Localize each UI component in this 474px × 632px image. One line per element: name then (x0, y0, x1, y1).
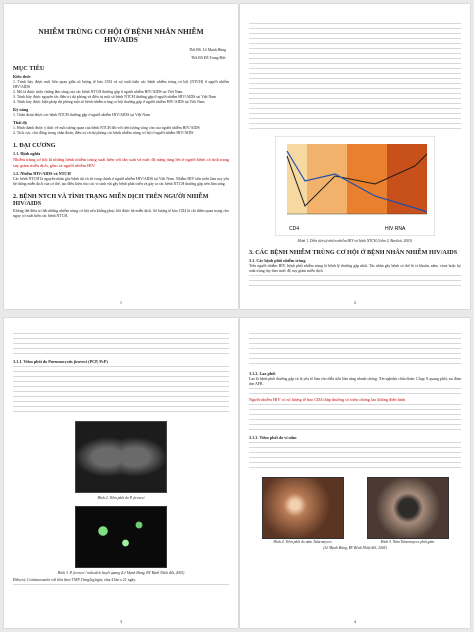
figure-2-caption: Hình 2. Viêm phổi do P. jiroveci (97, 496, 145, 500)
page-number: 4 (354, 619, 356, 624)
figure-4-caption: Hình 4. Viêm phổi do nấm Talaromyces (273, 539, 332, 544)
objective-item: 2. Mô tả được triệu chứng lâm sàng của các bệnh NTCH thường gặp ở người nhiễm HIV/AIDS tại Việt Nam (13, 89, 183, 94)
definition-text: Nhiễm trùng cơ hội là những bệnh nhiễm trùng xuất hiện với tần suất và mức độ nặng tăng lên ở người bệnh có tình trạng suy giảm miễn dịch, gồm cả người nhiễm HIV. (13, 157, 229, 168)
section-2-heading: 2. BỆNH NTCH VÀ TÌNH TRẠNG MIỄN DỊCH TRÊN NGƯỜI NHIỄM HIV/AIDS (13, 192, 209, 207)
section-3-1-heading: 3.1. Các bệnh phổi nhiễm trùng (249, 258, 306, 263)
hiv-cd4-chart-svg (275, 136, 435, 236)
page-number: 1 (120, 300, 122, 305)
section-2-text: Không thể điều trị hết những nhiễm trùng cơ hội nếu không phục hồi được hệ miễn dịch. Số lượng tế bào CD4 là chỉ điểm quan trọng cho nguy cơ xuất hiện các bệnh NTCH. (13, 208, 229, 218)
fungal-lung-image (367, 477, 449, 539)
page-number: 3 (120, 619, 122, 624)
section-1-1-heading: 1.1. Định nghĩa (13, 151, 41, 157)
tuberculosis-text: Lao là bệnh phổi thường gặp và là yếu tố làm cho diễn tiến lâm sàng nhanh chóng. Xét nghiệm chẩn đoán: Chụp X quang phổi, soi đàm tìm AFB. (249, 377, 461, 387)
figure-5-caption: Hình 5. Nấm Talaromyces phổi gián (380, 539, 435, 544)
page-3 (4, 318, 238, 628)
attitude-item: 2. Tích cực, chủ động trong chẩn đoán, điều trị và dự phòng các bệnh nhiễm trùng cơ hội ở người nhiễm HIV/AIDS (13, 131, 194, 136)
section-1-heading: 1. ĐẠI CƯƠNG (13, 142, 56, 150)
page-number: 2 (354, 300, 356, 305)
chest-xray-image (75, 421, 167, 493)
figure-3-caption: Hình 3. P. jiroveci / mẫu dịch huyết quang (Lê Mạnh Hùng, BV Bệnh Nhiệt đới, 2005) (57, 571, 185, 575)
objectives-heading: MỤC TIÊU (13, 64, 45, 72)
hiv-label: HIV RNA (385, 226, 406, 232)
section-1-2-heading: 1.2. Nhiễm HIV/AIDS và NTCH (13, 170, 71, 176)
section-1-2-text: Các bệnh NTCH là nguyên nhân gây bệnh tật và tử vong chính ở người nhiễm HIV/AIDS tại Việt Nam. Nhiễm HIV tiến triển làm suy yếu hệ thống miễn dịch của cơ thể, tạo điều kiện cho các vi sinh vật gây bệnh phát triển và gây ra các bệnh NTCH thường gặp trên lâm sàng. (13, 176, 229, 186)
treatment-text: Điều trị: Cotrimoxazole với liều theo TMP 15mg/kg/ngày chia 4 lần x 21 ngày. (13, 578, 137, 582)
knowledge-label: Kiến thức (13, 73, 31, 79)
cd4-label: CD4 (289, 226, 300, 232)
figure-1-caption: Hình 1. Diễn tiến tự nhiên nhiễm HIV và bệnh NTCH (John G Bartlett, 2003) (297, 239, 413, 243)
section-3-1-1-heading: 3.1.1. Viêm phổi do Pneumocystis jiroveci (PCP, PcP) (13, 359, 108, 364)
section-3-text: Trên người nhiễm HIV, bệnh phổi nhiễm trùng là bệnh lý thường gặp nhất. Tác nhân gây bệnh có thể là vi khuẩn, nấm, virus hoặc ký sinh trùng tùy theo mức độ suy giảm miễn dịch. (249, 264, 461, 274)
page-4 (240, 318, 470, 628)
chart-band (347, 144, 387, 214)
highlight-text: Người nhiễm HIV có số lượng tế bào CD4 thấp thường có triệu chứng lao không điển hình (249, 397, 406, 403)
document-title: NHIỄM TRÙNG CƠ HỘI Ở BỆNH NHÂN NHIỄM HIV/AIDS (38, 27, 204, 45)
objective-item: 3. Trình bày được nguyên tắc điều trị dự phòng và điều trị một số bệnh NTCH thường gặp ở người nhiễm HIV/AIDS tại Việt Nam (13, 94, 217, 99)
page-2 (240, 4, 470, 309)
author-2: ThS.BS Đỗ Trung Đức (191, 55, 226, 60)
chart-band (387, 144, 427, 214)
section-3-1-2-heading: 3.1.2. Lao phổi (249, 371, 276, 376)
section-3-1-3-heading: 3.1.3. Viêm phổi do vi nấm (249, 434, 297, 440)
attitude-item: 1. Hình thành được ý thức về mối tương quan của bệnh NTCH đối với tiến lượng sống còn của người nhiễm HIV/AIDS (13, 126, 200, 131)
page-1 (4, 4, 238, 309)
attitude-label: Thái độ (13, 120, 27, 126)
objective-item: 4. Trình bày được biện pháp dự phòng một số bệnh nhiễm trùng cơ hội thường gặp ở người nhiễm HIV/AIDS tại Việt Nam (13, 99, 205, 104)
skill-item: 1. Chẩn đoán được các bệnh NTCH thường gặp ở người nhiễm HIV/AIDS tại Việt Nam (13, 113, 150, 118)
objective-item: 1. Trình bày được mối liên quan giữa số lượng tế bào CD4 và sự xuất hiện các bệnh nhiễm trùng cơ hội (NTCH) ở người nhiễm HIV/AIDS (13, 79, 229, 89)
microscopy-image (75, 506, 167, 568)
hiv-cd4-chart (275, 136, 435, 236)
author-1: ThS.BS. Lê Mạnh Hùng (188, 47, 226, 52)
figure-credit: (Lê Mạnh Hùng, BV Bệnh Nhiệt đới, 2005) (323, 545, 387, 550)
fungal-skin-image (262, 477, 344, 539)
skills-label: Kỹ năng (13, 107, 29, 113)
section-3-heading: 3. CÁC BỆNH NHIỄM TRÙNG CƠ HỘI Ở BỆNH NHÂN NHIỄM HIV/AIDS (249, 249, 458, 256)
